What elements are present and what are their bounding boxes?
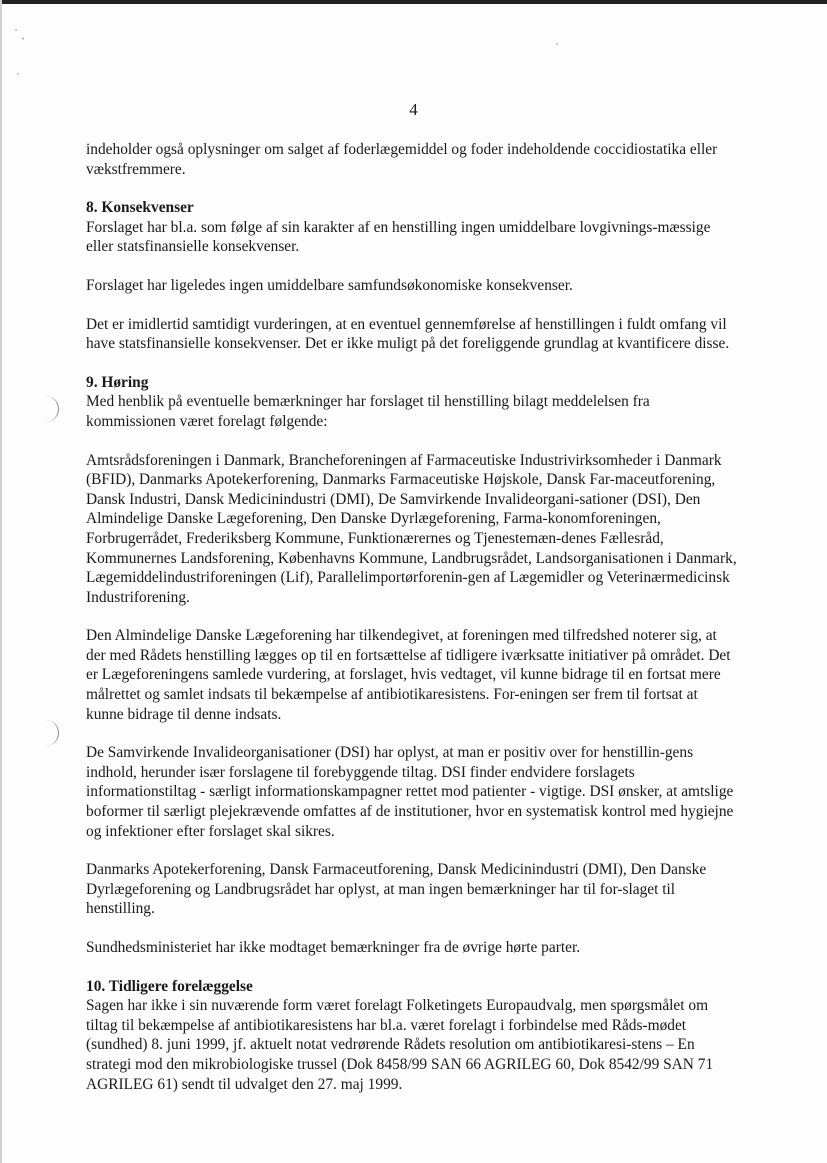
scan-speck: ˙ ˎ xyxy=(14,26,25,40)
scan-edge xyxy=(0,0,2,1163)
paragraph: Sundhedsministeriet har ikke modtaget bemærkninger fra de øvrige hørte parter. xyxy=(86,939,581,956)
paragraph: Sagen har ikke i sin nuværende form været forelagt Folketingets Europaudvalg, men spørgsmålet om tiltag til bekæmpelse af antibiotikaresistens har bl.a. været forelagt i forbindelse med Råds-mødet (sundhed) 8. juni 1999, jf. aktuelt notat vedrørende Rådets resolution om antibiotikaresi-stens – En strategi mod den mikrobiologiske trussel (Dok 8458/99 SAN 66 AGRILEG 60, Dok 8542/99 SAN 71 AGRILEG 61) sendt til udvalget den 27. maj 1999. xyxy=(86,997,714,1093)
document-body xyxy=(86,140,738,1113)
section-heading: 8. Konsekvenser xyxy=(86,199,194,217)
section-heading: 9. Høring xyxy=(86,373,149,391)
paragraph: Danmarks Apotekerforening, Dansk Farmaceutforening, Dansk Medicinindustri (DMI), Den Danske Dyrlægeforening og Landbrugsrådet har oplyst, at man ingen bemærkninger har til for-slaget til henstilling. xyxy=(86,861,707,918)
paragraph: Den Almindelige Danske Lægeforening har tilkendegivet, at foreningen med tilfredshed noterer sig, at der med Rådets henstilling lægges op til en fortsættelse af tidligere iværksatte initiativer på området. Det er Lægeforeningens samlede vurdering, at forslaget, hvis vedtaget, vil kunne bidrage til en fortsat mere målrettet og samlet indsats til bekæmpelse af antibiotikaresistens. For-eningen ser frem til fortsat at kunne bidrage til denne indsats. xyxy=(86,627,731,723)
scan-speck: ˙ xyxy=(16,70,20,84)
section-hearing xyxy=(86,373,738,958)
paragraph: Forslaget har bl.a. som følge af sin karakter af en henstilling ingen umiddelbare lovgivnings-mæssige eller statsfinansielle konsekvenser. xyxy=(86,218,711,256)
page-number: 4 xyxy=(409,100,418,119)
paragraph: Det er imidlertid samtidigt vurderingen, at en eventuel gennemførelse af henstillingen i fuldt omfang vil have statsfinansielle konsekvenser. Det er ikke muligt på det foreliggende grundlag at kvantificere disse. xyxy=(86,315,730,353)
paragraph: Amtsrådsforeningen i Danmark, Brancheforeningen af Farmaceutiske Industrivirksomheder i Danmark (BFID), Danmarks Apotekerforening, Danmarks Farmaceutiske Højskole, Dansk Far-maceutforening, Dansk Industri, Dansk Medicinindustri (DMI), De Samvirkende Invalideorgani-sationer (DSI), Den Almindelige Danske Lægeforening, Den Danske Dyrlægeforening, Farma-konomforeningen, Forbrugerrådet, Frederiksberg Kommune, Funktionærernes og Tjenestemæn-denes Fællesråd, Kommunernes Landsforening, Københavns Kommune, Landbrugsrådet, Landsorganisationen i Danmark, Lægemiddelindustriforeningen (Lif), Parallelimportørforenin-gen af Lægemidler og Veterinærmedicinsk Industriforening. xyxy=(86,451,737,606)
intro-paragraph: indeholder også oplysninger om salget af foderlægemiddel og foder indeholdende coccidiostatika eller vækstfremmere. xyxy=(86,141,718,178)
paragraph: De Samvirkende Invalideorganisationer (DSI) har oplyst, at man er positiv over for henstillin-gens indhold, herunder især forslagene til forebyggende tiltag. DSI finder endvidere forslagets informationstiltag - særligt informationskampagner rettet mod patienter - vigtige. DSI ønsker, at amtslige boformer til særligt plejekrævende omfattes af de institutioner, hvor en systematisk kontrol med hygiejne og infektioner efter forslaget skal sikres. xyxy=(86,744,734,840)
scan-speck: ˙ xyxy=(555,40,559,54)
paragraph: Forslaget har ligeledes ingen umiddelbare samfundsøkonomiske konsekvenser. xyxy=(86,276,573,294)
section-consequences xyxy=(86,198,738,354)
punch-hole-mark xyxy=(46,396,59,422)
punch-hole-mark xyxy=(46,720,59,746)
section-previous-submission xyxy=(86,977,738,1095)
paragraph: Med henblik på eventuelle bemærkninger har forslaget til henstilling bilagt meddelelsen fra kommissionen været forelagt følgende: xyxy=(86,393,650,430)
top-border-line xyxy=(0,0,827,4)
section-heading: 10. Tidligere forelæggelse xyxy=(86,977,253,995)
